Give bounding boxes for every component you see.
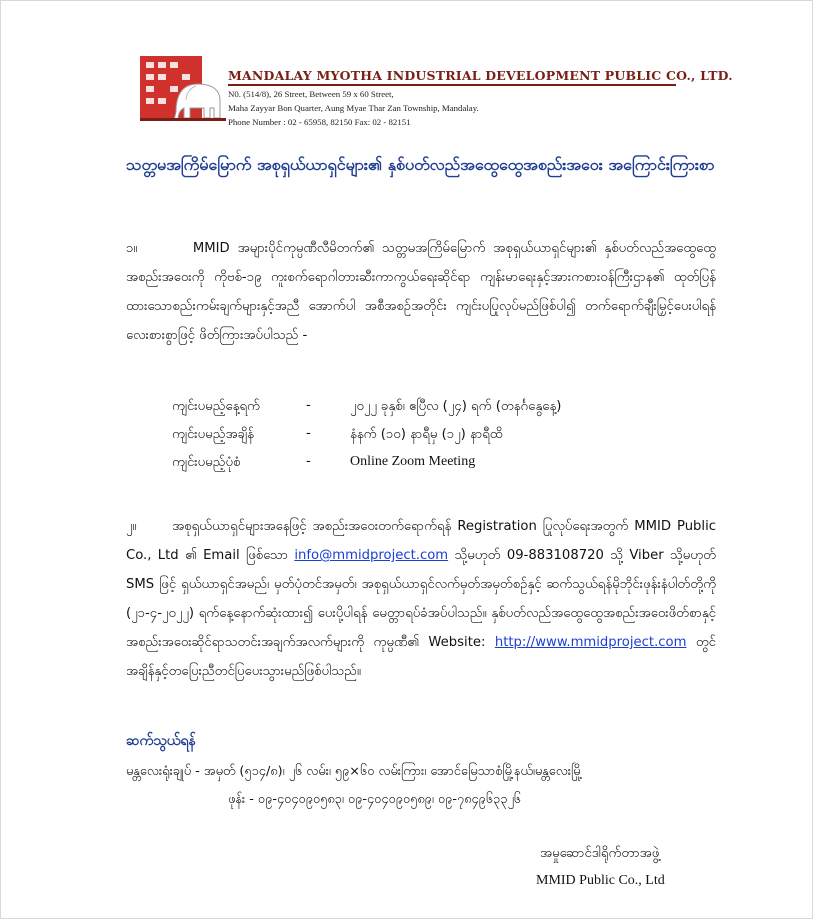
- schedule-row-format: [172, 454, 476, 473]
- company-name: MANDALAY MYOTHA INDUSTRIAL DEVELOPMENT PUBLIC CO., LTD.: [228, 68, 733, 83]
- schedule-date-value: ၂၀၂၂ ခုနှစ်၊ ဧပြီလ (၂၄) ရက် (တနင်္ဂနွေနေ့): [350, 399, 562, 414]
- signature-company: MMID Public Co., Ltd: [536, 873, 665, 888]
- schedule-format-dash: -: [306, 454, 311, 469]
- company-underline: [228, 84, 676, 86]
- schedule-time-label: ကျင်းပမည့်အချိန်: [172, 427, 254, 442]
- schedule-row-time: [172, 426, 503, 445]
- website-link[interactable]: http://www.mmidproject.com: [494, 635, 687, 650]
- contact-phones: ဖုန်း - ၀၉-၄၀၄၀၉၀၅၈၃၊ ၀၉-၄၀၄၀၉၀၅၈၉၊ ၀၉-၇၈၄၉၆၃၃၂၆: [228, 792, 521, 807]
- address-line-1: N0. (514/8), 26 Street, Between 59 x 60 Street,: [228, 89, 394, 99]
- paragraph-2-text-a: အစုရှယ်ယာရှင်များအနေဖြင့် အစည်းအဝေးတက်ရောက်ရန် Registration ပြုလုပ်ရေးအတွက် MMID Public Co., Ltd ၏ Email ဖြစ်သော: [126, 519, 717, 563]
- schedule-format-label: ကျင်းပမည့်ပုံစံ: [172, 455, 241, 470]
- contact-address: မန္တလေးရုံးချုပ် - အမှတ် (၅၁၄/၈)၊ ၂၆ လမ်း၊ ၅၉×၆၀ လမ်းကြား၊ အောင်မြေသာစံမြို့နယ်၊မန္တလေးမြို့: [126, 764, 583, 779]
- schedule-date-label: ကျင်းပမည့်နေ့ရက်: [172, 399, 260, 414]
- paragraph-1-number: ၁။: [126, 241, 138, 256]
- schedule-format-value: Online Zoom Meeting: [350, 454, 476, 469]
- schedule-date-dash: -: [306, 398, 311, 413]
- contact-heading: ဆက်သွယ်ရန်: [126, 733, 196, 749]
- company-logo: [140, 52, 226, 128]
- schedule-row-date: [172, 398, 562, 417]
- schedule-time-value: နံနက် (၁၀) နာရီမှ (၁၂) နာရီထိ: [350, 427, 503, 442]
- schedule-time-dash: -: [306, 426, 311, 441]
- address-line-2: Maha Zayyar Bon Quarter, Aung Myae Thar Zan Township, Mandalay.: [228, 103, 479, 113]
- phone-fax-line: Phone Number : 02 - 65958, 82150 Fax: 02 - 82151: [228, 117, 411, 127]
- paragraph-1: [126, 234, 716, 350]
- paragraph-1-text: MMID အများပိုင်ကုမ္ပဏီလီမိတက်၏ သတ္တမအကြိမ်မြောက် အစုရှယ်ယာရှင်များ၏ နှစ်ပတ်လည်အထွေထွေအစည်းအဝေးကို ကိုဗစ်-၁၉ ကူးစက်ရောဂါတားဆီးကာကွယ်ရေးဆိုင်ရာ ကျန်းမာရေးနှင့်အားကစားဝန်ကြီးဌာန၏ ထုတ်ပြန်ထားသောစည်းကမ်းချက်များနှင့်အညီ အောက်ပါ အစီအစဉ်အတိုင်း ကျင်းပပြုလုပ်မည်ဖြစ်ပါ၍ တက်ရောက်ချီးမြှင့်ပေးပါရန် လေးစားစွာဖြင့် ဖိတ်ကြားအပ်ပါသည် -: [126, 241, 717, 343]
- paragraph-2-number: ၂။: [126, 519, 137, 534]
- signature-title: အမှုဆောင်ဒါရိုက်တာအဖွဲ့: [540, 846, 660, 861]
- email-link[interactable]: info@mmidproject.com: [294, 548, 449, 563]
- document-title: သတ္တမအကြိမ်မြောက် အစုရှယ်ယာရှင်များ၏ နှစ်ပတ်လည်အထွေထွေအစည်းအဝေး အကြောင်းကြားစာ: [126, 155, 715, 174]
- paragraph-2-text-b: သို့မဟုတ် 09-883108720 သို့ Viber သို့မဟုတ် SMS ဖြင့် ရှယ်ယာရှင်အမည်၊ မှတ်ပုံတင်အမှတ်၊ အစုရှယ်ယာရှင်လက်မှတ်အမှတ်စဉ်နှင့် ဆက်သွယ်ရန်မိုဘိုင်းဖုန်းနံပါတ်တို့ကို (၂၁-၄-၂၀၂၂) ရက်နေ့နောက်ဆုံးထား၍ ပေးပို့ပါရန် မေတ္တာရပ်ခံအပ်ပါသည်။ နှစ်ပတ်လည်အထွေထွေအစည်းအဝေးဖိတ်စာနှင့် အစည်းအဝေးဆိုင်ရာသတင်းအချက်အလက်များကို ကုမ္ပဏီ၏ Website:: [126, 548, 716, 650]
- paragraph-2: [126, 512, 716, 686]
- paragraph-2-text-c: တွင် အချိန်နှင့်တပြေးညီတင်ပြပေးသွားမည်ဖြစ်ပါသည်။: [126, 635, 716, 679]
